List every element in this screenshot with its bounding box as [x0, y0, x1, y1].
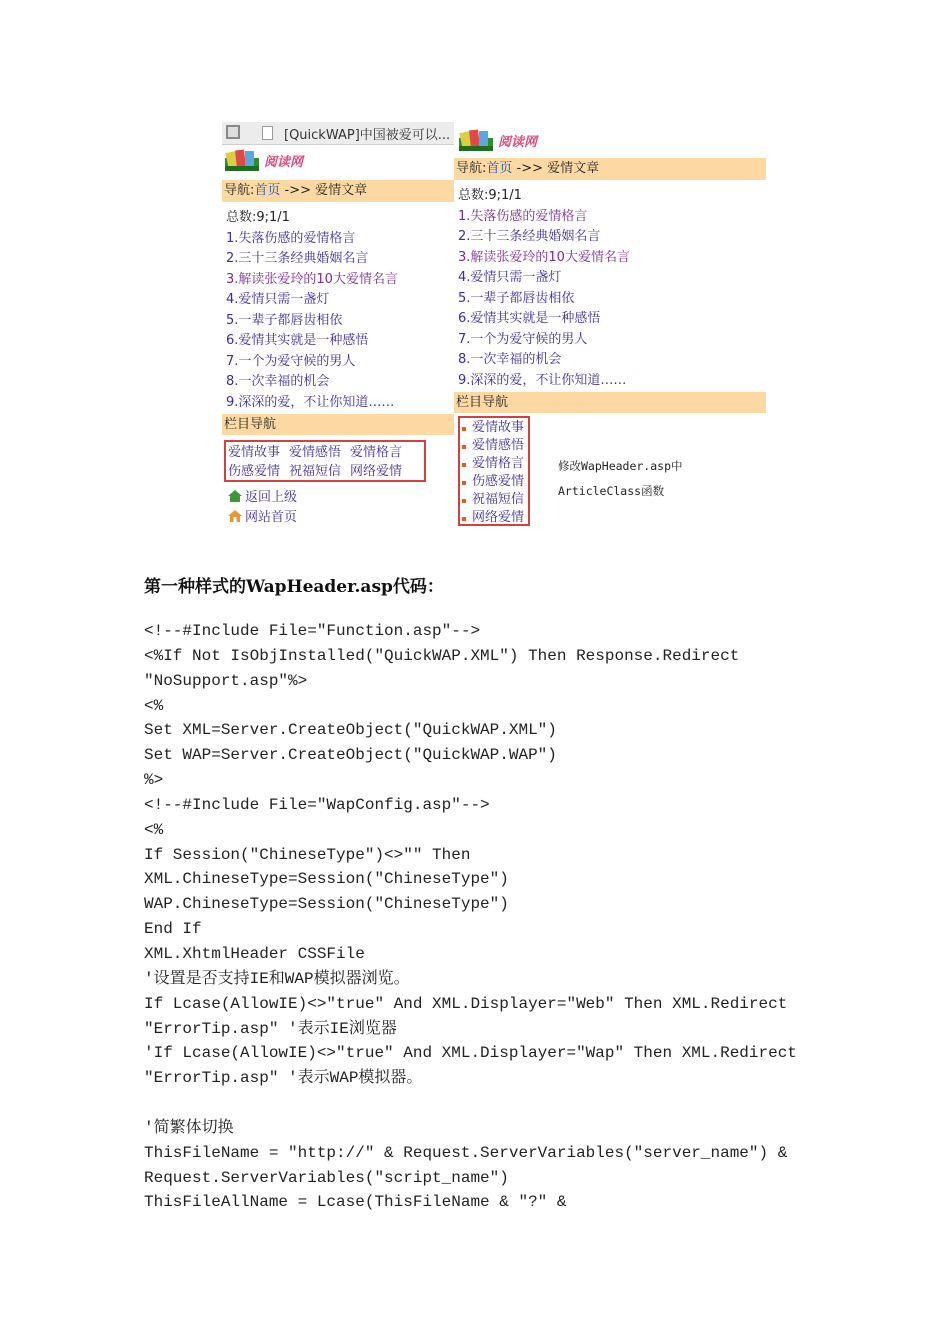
category-link[interactable]: 爱情故事: [460, 419, 528, 437]
code-line: ThisFileName = "http://" & Request.ServerVariables("server_name") &: [144, 1143, 788, 1162]
tab-title[interactable]: [QuickWAP]中国被爱可以...: [284, 128, 451, 143]
code-line: [144, 1091, 814, 1116]
article-link[interactable]: 7.一个为爱守候的男人: [458, 331, 588, 347]
article-link[interactable]: 2.三十三条经典婚姻名言: [458, 229, 601, 244]
code-line: 'If Lcase(AllowIE)<>"true" And XML.Displayer="Wap" Then XML.Redirect: [144, 1044, 797, 1063]
article-link[interactable]: 6.爱情其实就是一种感悟: [458, 311, 601, 326]
site-home-label: 网站首页: [245, 510, 298, 525]
article-link[interactable]: 5.一辈子都唇齿相依: [226, 312, 343, 328]
code-line: If Lcase(AllowIE)<>"true" And XML.Displayer="Web" Then XML.Redirect: [144, 994, 788, 1013]
category-link[interactable]: 爱情故事: [228, 445, 281, 460]
window-icon: [226, 125, 240, 139]
annotation-note: [558, 454, 683, 504]
code-line: XML.ChineseType=Session("ChineseType"): [144, 870, 509, 889]
logo-text: 阅读网: [498, 135, 538, 150]
article-link[interactable]: 4.爱情只需一盏灯: [226, 292, 330, 307]
article-link[interactable]: 8.一次幸福的机会: [226, 374, 330, 389]
right-column-nav-header: 栏目导航: [454, 392, 766, 413]
code-line: "NoSupport.asp"%>: [144, 671, 308, 690]
nav-current: 爱情文章: [547, 161, 600, 176]
article-link[interactable]: 1.失落伤感的爱情格言: [226, 230, 356, 246]
category-link[interactable]: 伤感爱情: [460, 473, 528, 491]
right-breadcrumb: [454, 158, 766, 180]
article-link[interactable]: 3.解读张爱玲的10大爱情名言: [226, 271, 398, 287]
note-line: 修改WapHeader.asp中: [558, 459, 683, 473]
code-line: %>: [144, 771, 164, 790]
right-category-box: [458, 416, 530, 526]
nav-prefix: 导航:: [456, 161, 487, 176]
category-link[interactable]: 祝福短信: [289, 464, 342, 479]
article-link[interactable]: 4.爱情只需一盏灯: [458, 270, 562, 285]
code-line: <!--#Include File="Function.asp"-->: [144, 622, 481, 640]
books-logo-icon: [458, 128, 494, 152]
article-link[interactable]: 8.一次幸福的机会: [458, 352, 562, 367]
code-line: End If: [144, 920, 202, 939]
code-line: "ErrorTip.asp" '表示IE浏览器: [144, 1019, 397, 1038]
code-line: '设置是否支持IE和WAP模拟器浏览。: [144, 969, 410, 988]
code-line: <%If Not IsObjInstalled("QuickWAP.XML") Then Response.Redirect: [144, 646, 740, 665]
code-line: WAP.ChineseType=Session("ChineseType"): [144, 895, 509, 914]
nav-home-link[interactable]: 首页: [486, 161, 513, 176]
nav-current: 爱情文章: [315, 183, 368, 198]
left-breadcrumb: [222, 180, 454, 202]
code-line: If Session("ChineseType")<>"" Then: [144, 845, 471, 864]
site-logo: [222, 146, 454, 174]
right-article-list: [458, 186, 630, 391]
category-link[interactable]: 爱情格言: [350, 445, 403, 460]
document-icon: [262, 126, 273, 140]
back-up-label: 返回上级: [245, 490, 298, 505]
article-link[interactable]: 3.解读张爱玲的10大爱情名言: [458, 249, 630, 265]
books-logo-icon: [224, 148, 260, 172]
code-line: '简繁体切换: [144, 1118, 234, 1137]
left-column-nav-header: 栏目导航: [222, 414, 454, 435]
left-category-box: [224, 440, 426, 482]
code-block: [144, 619, 814, 1215]
article-link[interactable]: 9.深深的爱，不让你知道……: [226, 394, 395, 410]
article-link[interactable]: 7.一个为爱守候的男人: [226, 353, 356, 369]
nav-home-link[interactable]: 首页: [254, 183, 281, 198]
logo-text: 阅读网: [264, 155, 304, 170]
category-link[interactable]: 网络爱情: [460, 509, 528, 527]
category-link[interactable]: 祝福短信: [460, 491, 528, 509]
article-link[interactable]: 2.三十三条经典婚姻名言: [226, 251, 369, 266]
article-link[interactable]: 6.爱情其实就是一种感悟: [226, 333, 369, 348]
article-link[interactable]: 1.失落伤感的爱情格言: [458, 208, 588, 224]
article-link[interactable]: 5.一辈子都唇齿相依: [458, 290, 575, 306]
code-line: <!--#Include File="WapConfig.asp"-->: [144, 795, 490, 814]
category-link[interactable]: 网络爱情: [350, 464, 403, 479]
category-link[interactable]: 爱情感悟: [460, 437, 528, 455]
category-link[interactable]: 爱情格言: [460, 455, 528, 473]
code-line: Request.ServerVariables("script_name"): [144, 1168, 509, 1187]
article-total: 总数:9;1/1: [226, 210, 290, 225]
back-up-link[interactable]: [228, 488, 297, 508]
code-line: "ErrorTip.asp" '表示WAP模拟器。: [144, 1069, 423, 1088]
left-article-list: [226, 208, 398, 413]
note-line: ArticleClass函数: [558, 484, 665, 498]
browser-tab-bar: [222, 122, 454, 145]
left-wap-panel: [222, 122, 454, 530]
site-home-link[interactable]: [228, 508, 297, 528]
nav-separator: ->>: [516, 161, 544, 176]
category-row: [228, 443, 424, 462]
code-line: XML.XhtmlHeader CSSFile: [144, 944, 365, 963]
category-row: [228, 462, 424, 481]
code-line: <%: [144, 820, 164, 839]
home-up-icon: [228, 490, 242, 502]
category-link[interactable]: 伤感爱情: [228, 464, 281, 479]
section-heading: 第一种样式的WapHeader.asp代码：: [144, 577, 444, 597]
code-line: Set WAP=Server.CreateObject("QuickWAP.WAP"): [144, 746, 557, 765]
nav-prefix: 导航:: [224, 183, 255, 198]
article-link[interactable]: 9.深深的爱，不让你知道……: [458, 372, 627, 388]
category-link[interactable]: 爱情感悟: [289, 445, 342, 460]
house-icon: [228, 510, 242, 522]
wap-screenshot-figure: [222, 122, 766, 530]
code-line: Set XML=Server.CreateObject("QuickWAP.XML"): [144, 721, 557, 740]
nav-separator: ->>: [284, 183, 312, 198]
site-logo: [456, 126, 756, 154]
article-total: 总数:9;1/1: [458, 188, 522, 203]
code-line: ThisFileAllName = Lcase(ThisFileName & "?" &: [144, 1193, 567, 1212]
code-line: <%: [144, 696, 164, 715]
